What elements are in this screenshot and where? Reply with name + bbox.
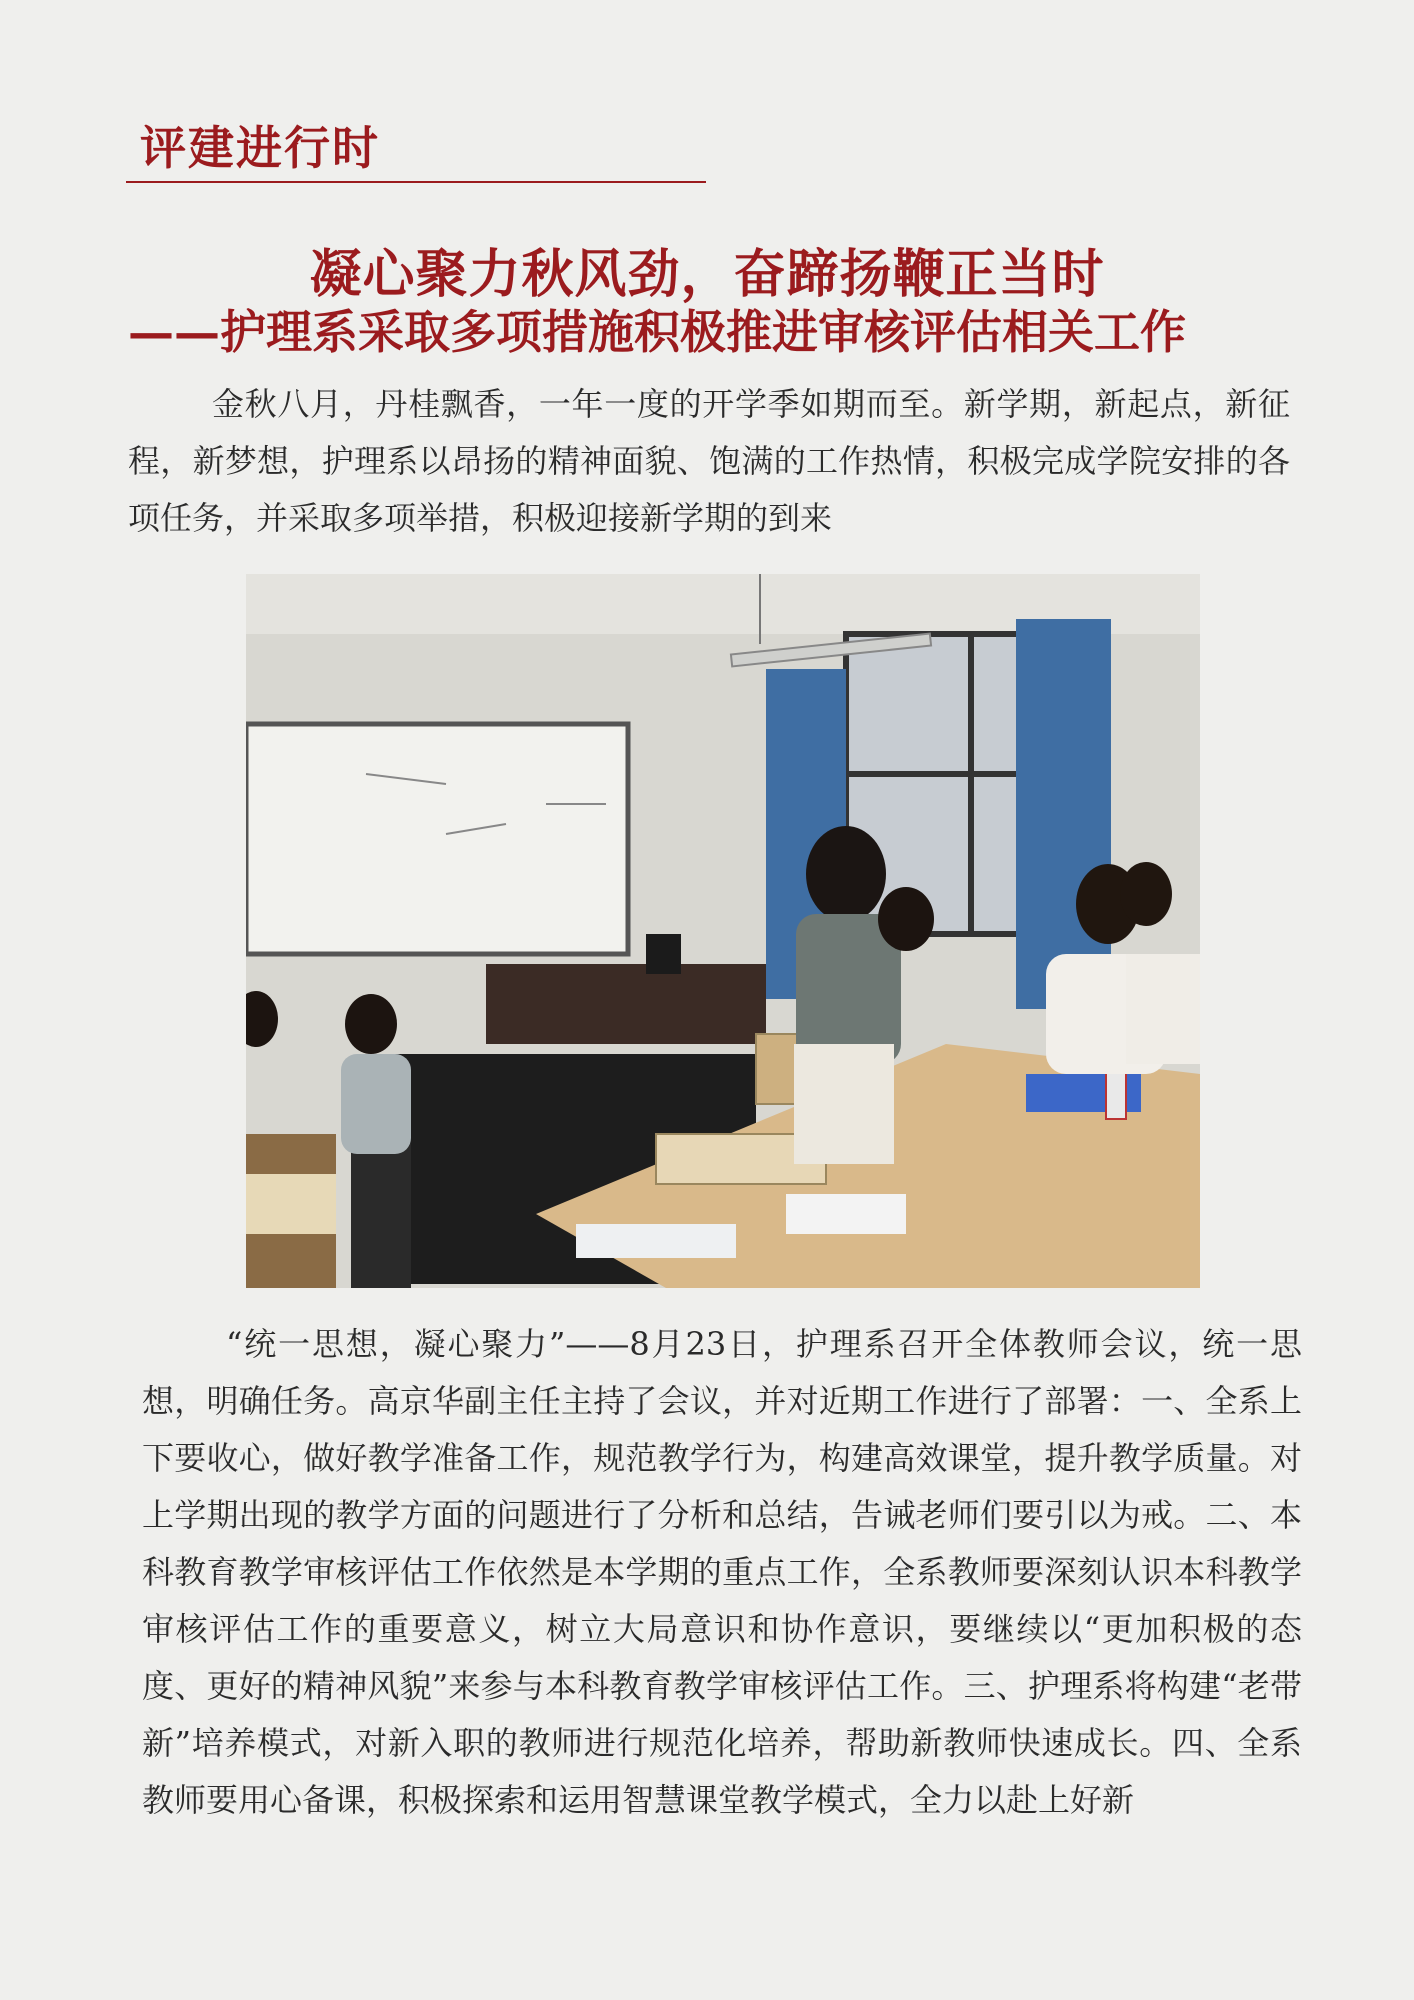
article-title: 凝心聚力秋风劲，奋蹄扬鞭正当时 [309,244,1105,305]
section-label: 评建进行时 [140,121,380,175]
article-paragraph-1: 金秋八月，丹桂飘香，一年一度的开学季如期而至。新学期，新起点，新征程，新梦想，护理系以昂扬的精神面貌、饱满的工作热情，积极完成学院安排的各项任务，并采取多项举措，积极迎接新学期的到来 [128,385,1290,537]
article-paragraph-2: “统一思想，凝心聚力”——8月23日，护理系召开全体教师会议，统一思想，明确任务。高京华副主任主持了会议，并对近期工作进行了部署：一、全系上下要收心，做好教学准备工作，规范教学行为，构建高效课堂，提升教学质量。对上学期出现的教学方面的问题进行了分析和总结，告诫老师们要引以为戒。二、本科教育教学审核评估工作依然是本学期的重点工作，全系教师要深刻认识本科教学审核评估工作的重要意义，树立大局意识和协作意识，要继续以“更加积极的态度、更好的精神风貌”来参与本科教育教学审核评估工作。三、护理系将构建“老带新”培养模式，对新入职的教师进行规范化培养，帮助新教师快速成长。四、全系教师要用心备课，积极探索和运用智慧课堂教学模式，全力以赴上好新 [142,1325,1302,1819]
article-subtitle: ——护理系采取多项措施积极推进审核评估相关工作 [128,305,1186,359]
section-divider [126,181,706,183]
meeting-photo [246,574,1200,1288]
